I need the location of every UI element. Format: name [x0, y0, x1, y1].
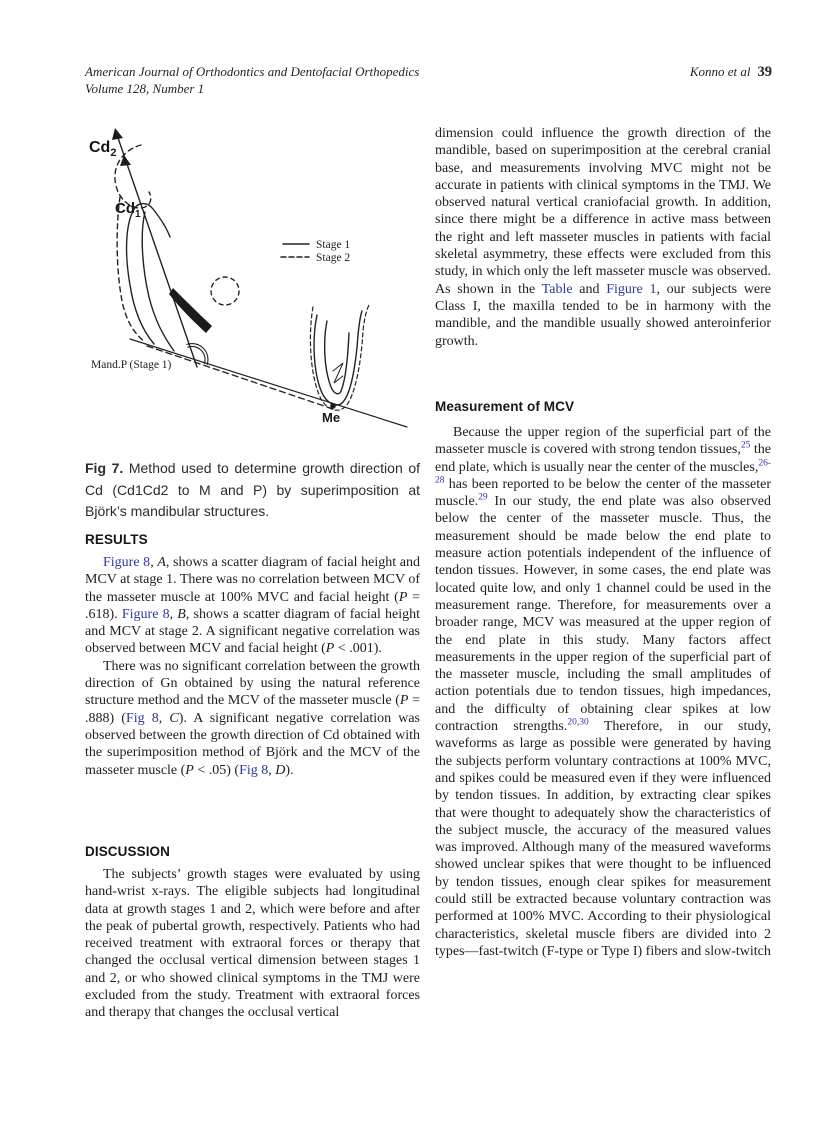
symphysis-hatch: [333, 363, 343, 383]
text-segment: < .05) (: [193, 762, 240, 778]
text-segment: dimension could influence the growth direction of the mandible, based on superimposition at the cerebral cranial base, and measurements involving MVC might not be accurate in patients with clinical symptoms in the TMJ. We observed natural vertical craniofacial growth. In addition, since there might be a difference in active mass between the right and left masseter muscles in patients with facial skeletal asymmetry, these effects were excluded from this study, in which only the left masseter muscle was observed. As shown in the: [435, 126, 771, 297]
text-segment: ). A significant negative correlation was observed between the growth direction of Cd obtained with the superimposition method of Björk and the MCV of the masseter muscle (: [85, 710, 421, 778]
text-segment: D: [275, 762, 286, 778]
inline-link[interactable]: Fig 8: [125, 710, 159, 726]
text-segment: P: [325, 641, 335, 657]
citation-link[interactable]: 26-28: [435, 457, 771, 486]
citation-link[interactable]: 20,30: [567, 717, 589, 728]
inline-link[interactable]: Figure 1: [606, 281, 657, 297]
running-header-right: [690, 64, 772, 81]
page-number: 39: [757, 64, 772, 80]
text-segment: has been reported to be below the center of the masseter muscle.: [435, 476, 771, 510]
text-segment: C: [169, 710, 179, 726]
inline-link[interactable]: Figure 8: [103, 555, 151, 570]
text-segment: , our subjects were Class I, the maxilla tended to be in harmony with the mandible, and the mandible usually showed anteroinferior growth.: [435, 281, 772, 349]
text-segment: = .618).: [85, 589, 420, 622]
discussion-body: [85, 866, 420, 1022]
mcv-body: [435, 424, 771, 960]
discussion-heading: DISCUSSION: [85, 844, 171, 859]
right-column-continuation: [435, 125, 771, 350]
me-label: Me: [322, 410, 341, 425]
paragraph: [435, 125, 771, 350]
stage1-condyle-right: [142, 212, 174, 351]
sigmoid-notch-stroke: [169, 288, 212, 333]
text-segment: ,: [169, 606, 178, 622]
cd2-label: $Cd_2$: [89, 139, 117, 159]
arrowhead-top: [112, 128, 123, 140]
figure-caption-text: Method used to determine growth direction of Cd (Cd1Cd2 to M and P) by superimposition at Björk’s mandibular structures.: [85, 460, 420, 519]
text-segment: B: [177, 606, 186, 622]
running-header-left: [85, 63, 419, 97]
paragraph: [435, 424, 771, 960]
inline-link[interactable]: Figure 8: [121, 606, 170, 622]
figure-7-caption: [85, 458, 420, 523]
mandp-label: Mand.P (Stage 1): [91, 359, 172, 371]
results-heading: RESULTS: [85, 532, 148, 547]
legend-stage2-label: Stage 2: [316, 252, 351, 264]
text-segment: ,: [150, 555, 158, 570]
paragraph: [85, 658, 420, 779]
text-segment: P: [399, 693, 409, 709]
text-segment: , shows a scatter diagram of facial height and MCV at stage 2. A significant negative correlation was observed between MCV and facial height (: [85, 606, 421, 657]
paragraph: [85, 866, 420, 1022]
inline-link[interactable]: Table: [541, 281, 573, 297]
citation-link[interactable]: 25: [740, 440, 751, 451]
figure-caption-number: Fig 7.: [85, 460, 124, 476]
text-segment: P: [185, 762, 194, 778]
cd-growth-line: [117, 135, 197, 367]
journal-volume-line: Volume 128, Number 1: [85, 81, 205, 96]
text-segment: P: [398, 589, 408, 605]
text-segment: and: [572, 281, 607, 297]
stage2-plane-dashed: [147, 346, 333, 409]
text-segment: ,: [158, 710, 170, 726]
text-segment: < .001).: [334, 641, 382, 657]
stage2-detail-circle: [211, 277, 239, 305]
legend-stage1-label: Stage 1: [316, 239, 351, 251]
text-segment: There was no significant correlation between the growth direction of Gn obtained by using the natural reference structure method and the MCV of the masseter muscle (: [85, 658, 420, 709]
journal-title: American Journal of Orthodontics and Dentofacial Orthopedics: [85, 64, 420, 79]
me-point: [330, 403, 336, 409]
text-segment: , shows a scatter diagram of facial height and MCV at stage 1. There was no correlation between MCV of the masseter muscle at 100% MVC and facial height (: [85, 555, 421, 605]
text-segment: Because the upper region of the superficial part of the masseter muscle is covered with strong tendon tissues,: [435, 425, 771, 458]
stage2-ramus-outline: [117, 197, 145, 342]
symphysis-inner: [325, 321, 349, 394]
mcv-heading: Measurement of MCV: [435, 399, 575, 414]
text-segment: The subjects’ growth stages were evaluated by using hand-wrist x-rays. The eligible subjects had longitudinal data at growth stages 1 and 2, which were before and after the peak of pubertal growth, respectively. Patients who had received treatment with extraoral forces or therapy that changed the occlusal vertical dimension between stages 1 and 2, or who showed clinical symptoms in the TMJ were excluded from the study. Treatment with extraoral forces and therapy that changes the occlusal vertical: [85, 867, 420, 1021]
results-body: [85, 554, 420, 779]
text-segment: = .888) (: [85, 693, 420, 726]
paragraph: [85, 554, 420, 658]
text-segment: ).: [285, 762, 294, 778]
inline-link[interactable]: Fig 8: [239, 762, 269, 778]
cd1-label: $Cd_1$: [115, 200, 141, 220]
figure-7-diagram: [75, 125, 420, 440]
mandibular-plane-line: [130, 339, 407, 427]
symphysis-outer: [314, 311, 362, 405]
text-segment: ,: [268, 762, 276, 778]
citation-link[interactable]: 29: [478, 492, 488, 503]
text-segment: the end plate, which is usually near the center of the muscles,: [435, 442, 771, 475]
text-segment: Therefore, in our study, waveforms as large as possible were generated by having the subjects perform voluntary contractions at 100% MVC, and spikes could be measured even if they were influenced by tendon tissues. In addition, by extracting clear spikes that were thought to adequately show the characteristics of the subject muscle, the accuracy of the measured values was improved. Although many of the measured waveforms showed unclear spikes that were thought to be influenced by tendon tissues, enough clear spikes for measurement could still be extracted because voluntary contraction was performed at 100% MVC. According to their physiological characteristics, skeletal muscle fibers are divided into 2 types—fast-twitch (F-type or Type I) fibers and slow-twitch: [435, 719, 771, 959]
text-segment: A: [157, 555, 166, 570]
text-segment: In our study, the end plate was also observed below the center of the masseter muscle. Thus, the measurement should be made below the end plate to measure action potentials independent of the influence of tendon tissues. However, in some cases, the end plate was located quite low, and only 1 channel could be used in the measurement range. Therefore, for measurements over a broader range, MCV was measured at the upper region of the end plate in this study. Many factors affect measurements in the upper region of the superficial part of the masseter muscle, including the small amplitudes of action potentials due to tendon tissues, high impedances, and the difficulty of obtaining clear spikes at low contraction strengths.: [435, 494, 771, 735]
authors-label: Konno et al: [689, 64, 751, 79]
